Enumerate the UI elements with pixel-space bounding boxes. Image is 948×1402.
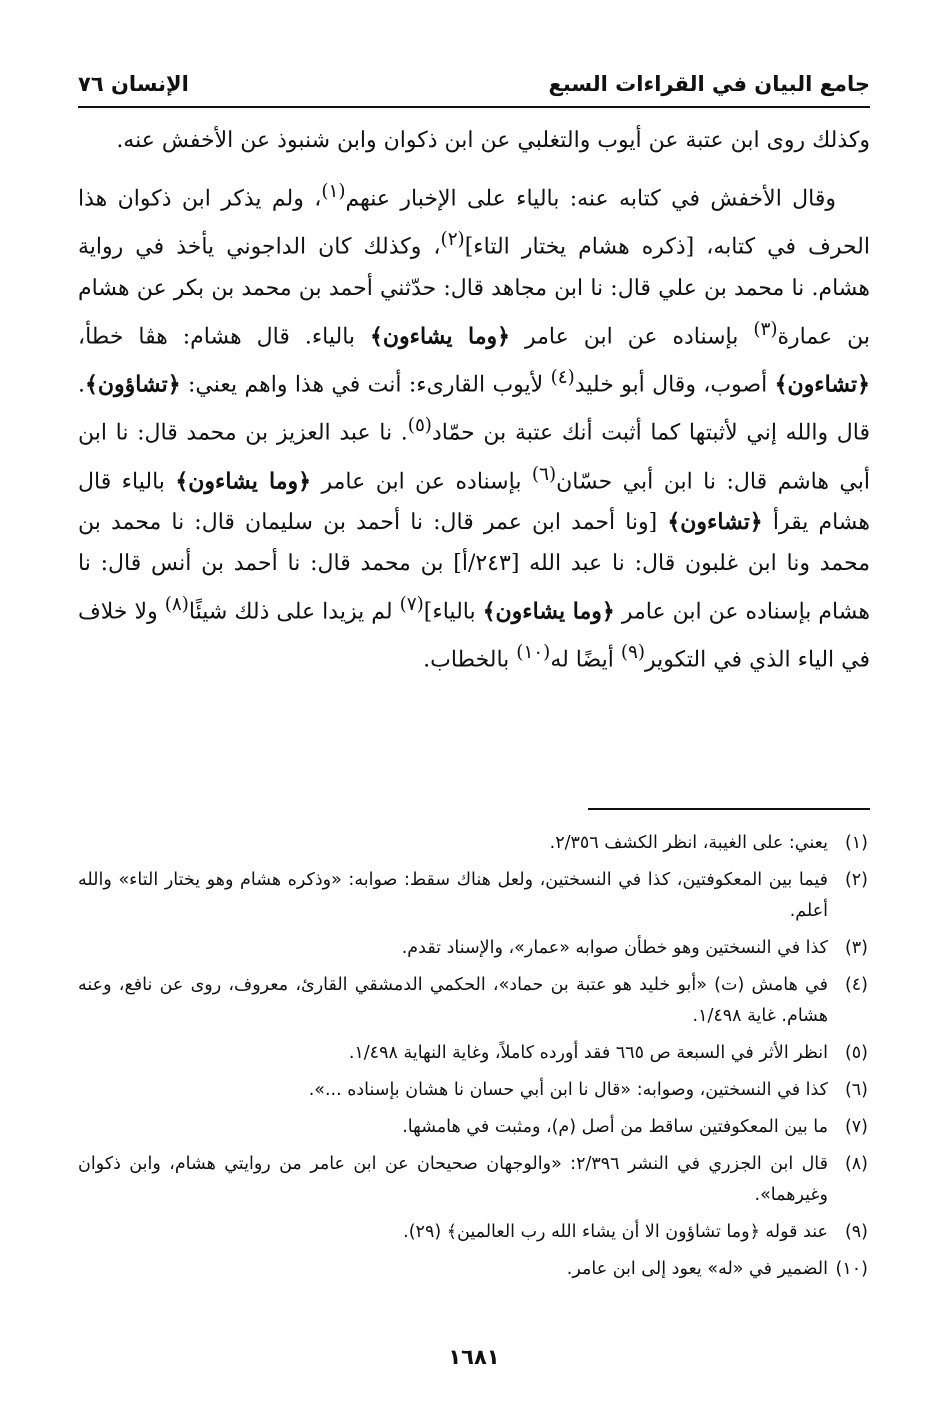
footnote-text: كذا في النسختين، وصوابه: «قال نا ابن أبي حسان نا هشان بإسناده ...». bbox=[308, 1080, 828, 1100]
text-segment: ولا خلاف في الياء الذي في التكوير bbox=[78, 599, 870, 673]
footnote-ref: (٦) bbox=[531, 463, 557, 485]
footnote-item bbox=[78, 1075, 868, 1106]
footnote-number: (٤) bbox=[844, 975, 868, 995]
footnote-ref: (٨) bbox=[164, 593, 189, 615]
main-text bbox=[78, 120, 870, 691]
page-number: ١٦٨١ bbox=[448, 1345, 500, 1369]
footnote-number: (١٠) bbox=[835, 1259, 868, 1279]
paragraph-2 bbox=[78, 171, 870, 681]
footnote-ref: (١) bbox=[321, 181, 346, 202]
footnote-text: يعني: على الغيبة، انظر الكشف ٢/٣٥٦. bbox=[549, 833, 828, 853]
text-segment: . نا عبد العزيز بن محمد قال: نا ابن أبي هاشم قال: نا ابن أبي حسّان bbox=[78, 420, 870, 494]
footnote-text: الضمير في «له» يعود إلى ابن عامر. bbox=[566, 1259, 828, 1279]
footnote-number: (٦) bbox=[844, 1080, 868, 1100]
text-segment: ، ولم يذكر ابن ذكوان هذا الحرف في كتابه، [ذكره هشام يختار التاء] bbox=[78, 186, 870, 260]
text-segment: وقال الأخفش في كتابه عنه: بالياء على الإخبار عنهم bbox=[345, 186, 837, 212]
footnote-number: (٣) bbox=[844, 938, 868, 958]
text-segment: بالياء] bbox=[423, 599, 483, 625]
quran-quote: ﴿وما يشاءون﴾ bbox=[175, 467, 311, 494]
footnote-item bbox=[78, 1112, 868, 1143]
footnote-ref: (٢) bbox=[440, 229, 465, 251]
text-segment: أصوب، وقال أبو خليد bbox=[574, 372, 775, 398]
text-segment: لم يزيدا على ذلك شيئًا bbox=[188, 599, 400, 625]
footnote-number: (٥) bbox=[844, 1043, 868, 1063]
footnote-separator bbox=[588, 808, 870, 810]
text-segment: لأيوب القارىء: أنت في هذا واهم يعني: bbox=[180, 372, 551, 398]
footnote-item bbox=[78, 1038, 868, 1069]
footnote-text: فيما بين المعكوفتين، كذا في النسختين، ولعل هناك سقط: صوابه: «وذكره هشام وهو يختار التاء» والله أعلم. bbox=[78, 870, 828, 921]
header-rule bbox=[78, 106, 870, 108]
footnote-text: كذا في النسختين وهو خطأن صوابه «عمار»، والإسناد تقدم. bbox=[401, 938, 828, 958]
footnote-text: انظر الأثر في السبعة ص ٦٦٥ فقد أورده كاملاً، وغاية النهاية ١/٤٩٨. bbox=[348, 1043, 828, 1063]
footnote-ref: (٤) bbox=[550, 366, 575, 388]
surah-page-label: الإنسان ٧٦ bbox=[78, 72, 189, 96]
text-segment: بالياء قال هشام يقرأ bbox=[78, 468, 870, 535]
text-segment: . قال والله إني لأثبتها كما أثبت أنك عتبة بن حمّاد bbox=[78, 372, 870, 446]
footnote-ref: (٧) bbox=[399, 593, 424, 615]
footnote-item bbox=[78, 1149, 868, 1211]
footnote-number: (٢) bbox=[844, 870, 868, 890]
footnote-text: عند قوله ﴿وما تشاؤون الا أن يشاء الله رب العالمين﴾ (٢٩). bbox=[403, 1222, 828, 1242]
footnote-item bbox=[78, 1254, 868, 1285]
footnote-item bbox=[78, 828, 868, 859]
quran-quote: ﴿تشاؤون﴾ bbox=[85, 371, 181, 398]
footnote-number: (٩) bbox=[844, 1222, 868, 1242]
quran-quote: ﴿تشاءون﴾ bbox=[774, 371, 870, 398]
footnote-ref: (١٠) bbox=[516, 642, 551, 664]
footnote-item bbox=[78, 970, 868, 1032]
footnote-number: (٨) bbox=[844, 1154, 868, 1174]
footnote-ref: (٥) bbox=[407, 415, 432, 437]
footnotes bbox=[78, 828, 868, 1291]
footnote-number: (١) bbox=[844, 833, 868, 853]
text-segment: [ونا أحمد ابن عمر قال: نا أحمد بن سليمان قال: نا محمد بن محمد ونا ابن غلبون قال: نا عبد الله [٢٤٣/أ] بن محمد قال: نا أحمد بن أنس قال: نا هشام بإسناده عن ابن عامر bbox=[78, 509, 870, 625]
running-header bbox=[78, 64, 870, 104]
footnote-ref: (٩) bbox=[620, 642, 645, 664]
text-segment: بإسناده عن ابن عامر bbox=[510, 323, 754, 349]
quran-quote: ﴿تشاءون﴾ bbox=[667, 508, 763, 535]
footnote-text: قال ابن الجزري في النشر ٢/٣٩٦: «والوجهان صحيحان عن ابن عامر من روايتي هشام، وابن ذكوان وغيرهما». bbox=[78, 1154, 828, 1205]
footnote-text: ما بين المعكوفتين ساقط من أصل (م)، ومثبت في هامشها. bbox=[402, 1117, 828, 1137]
text-segment: بإسناده عن ابن عامر bbox=[311, 468, 532, 494]
paragraph-1: وكذلك روى ابن عتبة عن أيوب والتغلبي عن ابن ذكوان وابن شنبوذ عن الأخفش عنه. bbox=[116, 128, 870, 153]
footnote-item bbox=[78, 1217, 868, 1248]
text-segment: ، وكذلك كان الداجوني يأخذ في رواية هشام. نا محمد بن علي قال: نا ابن مجاهد قال: حدّثني أحمد بن محمد بن بكر عن هشام بن عمارة bbox=[78, 234, 870, 349]
quran-quote: ﴿وما يشاءون﴾ bbox=[369, 322, 511, 349]
book-title: جامع البيان في القراءات السبع bbox=[548, 72, 870, 96]
text-segment: بالياء. قال هشام: هڤا خطأ، bbox=[78, 323, 370, 349]
footnote-item bbox=[78, 865, 868, 927]
text-segment: أيضًا له bbox=[550, 647, 621, 673]
footnote-ref: (٣) bbox=[753, 318, 778, 340]
footnote-number: (٧) bbox=[844, 1117, 868, 1137]
footnote-text: في هامش (ت) «أبو خليد هو عتبة بن حماد»، الحكمي الدمشقي القارئ، معروف، روى عن نافع، وعنه هشام. غاية ١/٤٩٨. bbox=[78, 975, 828, 1026]
quran-quote: ﴿وما يشاءون﴾ bbox=[482, 598, 615, 625]
text-segment: بالخطاب. bbox=[423, 647, 517, 673]
footnote-item bbox=[78, 933, 868, 964]
